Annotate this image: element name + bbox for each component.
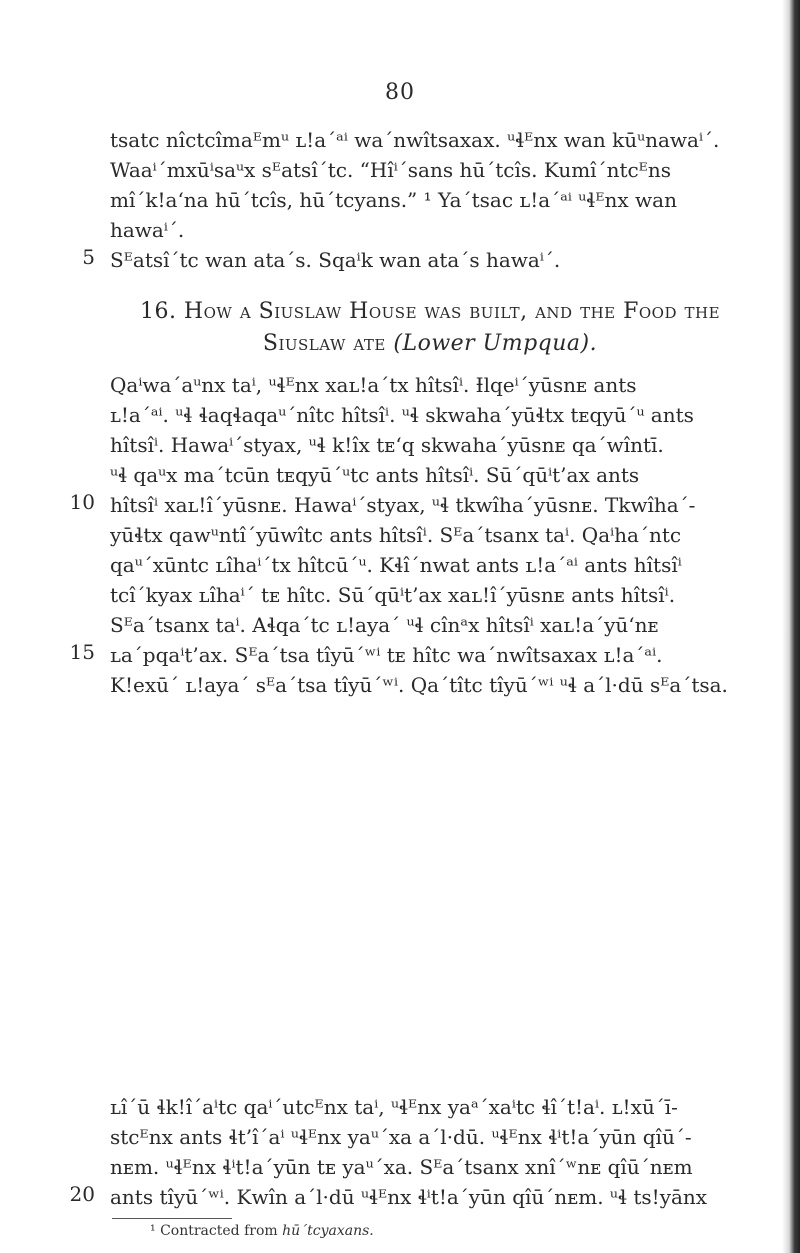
text-line: Sᴱa´tsanx taⁱ. Aɬqa´tc ʟ!aya´ ᵘɬ cînᵃx hîtsîⁱ xaʟ!a´yūʻnᴇ [110,613,659,637]
line-number-10: 10 [69,490,95,514]
footnote-rule [112,1218,232,1219]
footnote-text: Contracted from [160,1223,278,1239]
text-line: mî´k!aʻna hū´tcîs, hū´tcyans.” ¹ Ya´tsac ʟ!a´ᵃⁱ ᵘɬᴱnx wan [110,188,677,212]
text-block-top [110,125,760,275]
text-line: qaᵘ´xūntc ʟîhaⁱ´tx hîtcū´ᵘ. Kɬî´nwat ants ʟ!a´ᵃⁱ ants hîtsîⁱ [110,553,682,577]
text-line: nᴇm. ᵘɬᴱnx ɬⁱt!a´yūn tᴇ yaᵘ´xa. Sᴱa´tsanx xnî´ʷnᴇ qîū´nᴇm [110,1155,693,1179]
text-line: ʟa´pqaⁱt’ax. Sᴱa´tsa tîyū´ʷⁱ tᴇ hîtc wa´nwîtsaxax ʟ!a´ᵃⁱ. [110,643,663,667]
page-number: 80 [385,80,415,105]
text-line: hîtsîⁱ xaʟ!î´yūsnᴇ. Hawaⁱ´styax, ᵘɬ tkwîha´yūsnᴇ. Tkwîha´- [110,493,696,517]
text-line: ants tîyū´ʷⁱ. Kwîn a´l·dū ᵘɬᴱnx ɬⁱt!a´yūn qîū´nᴇm. ᵘɬ ts!yānx [110,1185,708,1209]
text-line: yūɬtx qawᵘntî´yūwîtc ants hîtsîⁱ. Sᴱa´tsanx taⁱ. Qaⁱha´ntc [110,523,682,547]
text-line: ᵘɬ qaᵘx ma´tcūn tᴇqyū´ᵘtc ants hîtsîⁱ. Sū´qūⁱt’ax ants [110,463,640,487]
footnote-marker: ¹ [150,1223,156,1239]
footnote [150,1223,374,1239]
text-block-bottom [110,1092,760,1212]
heading-main: 16. How a Siuslaw House was built, and the Food the Siuslaw ate [139,299,721,356]
line-number-15: 15 [69,640,95,664]
text-line: ʟî´ū ɬk!î´aⁱtc qaⁱ´utcᴱnx taⁱ, ᵘɬᴱnx yaᵃ´xaⁱtc ɬî´t!aⁱ. ʟ!xū´ī- [110,1095,678,1119]
text-line: hawaⁱ´. [110,218,185,242]
text-line: Qaⁱwa´aᵘnx taⁱ, ᵘɬᴱnx xaʟ!a´tx hîtsîⁱ. Ɨlqeⁱ´yūsnᴇ ants [110,373,637,397]
text-line: tcî´kyax ʟîhaⁱ´ tᴇ hîtc. Sū´qūⁱt’ax xaʟ!î´yūsnᴇ ants hîtsîⁱ. [110,583,676,607]
text-line: ʟ!a´ᵃⁱ. ᵘɬ ɬaqɬaqaᵘ´nîtc hîtsîⁱ. ᵘɬ skwaha´yūɬtx tᴇqyū´ᵘ ants [110,403,694,427]
heading-subtitle: (Lower Umpqua). [393,331,598,356]
page-edge-shadow [782,0,800,1253]
line-number-5: 5 [82,245,95,269]
line-number-20: 20 [69,1182,95,1206]
section-heading [100,296,760,360]
text-line: Waaⁱ´mxūⁱsaᵘx sᴱatsî´tc. “Hîⁱ´sans hū´tcîs. Kumî´ntcᴱns [110,158,672,182]
footnote-italic: hū´tcyaxans. [282,1223,374,1239]
text-line: stcᴱnx ants ɬt’î´aⁱ ᵘɬᴱnx yaᵘ´xa a´l·dū. ᵘɬᴱnx ɬⁱt!a´yūn qîū´- [110,1125,692,1149]
text-line: hîtsîⁱ. Hawaⁱ´styax, ᵘɬ k!îx tᴇʻq skwaha´yūsnᴇ qa´wîntī. [110,433,664,457]
text-line: K!exū´ ʟ!aya´ sᴱa´tsa tîyū´ʷⁱ. Qa´tîtc tîyū´ʷⁱ ᵘɬ a´l·dū sᴱa´tsa. [110,673,728,697]
text-line: tsatc nîctcîmaᴱmᵘ ʟ!a´ᵃⁱ wa´nwîtsaxax. ᵘɬᴱnx wan kūᵘnawaⁱ´. [110,128,720,152]
text-block-middle [110,370,760,700]
text-line: Sᴱatsî´tc wan ata´s. Sqaⁱk wan ata´s hawaⁱ´. [110,248,561,272]
